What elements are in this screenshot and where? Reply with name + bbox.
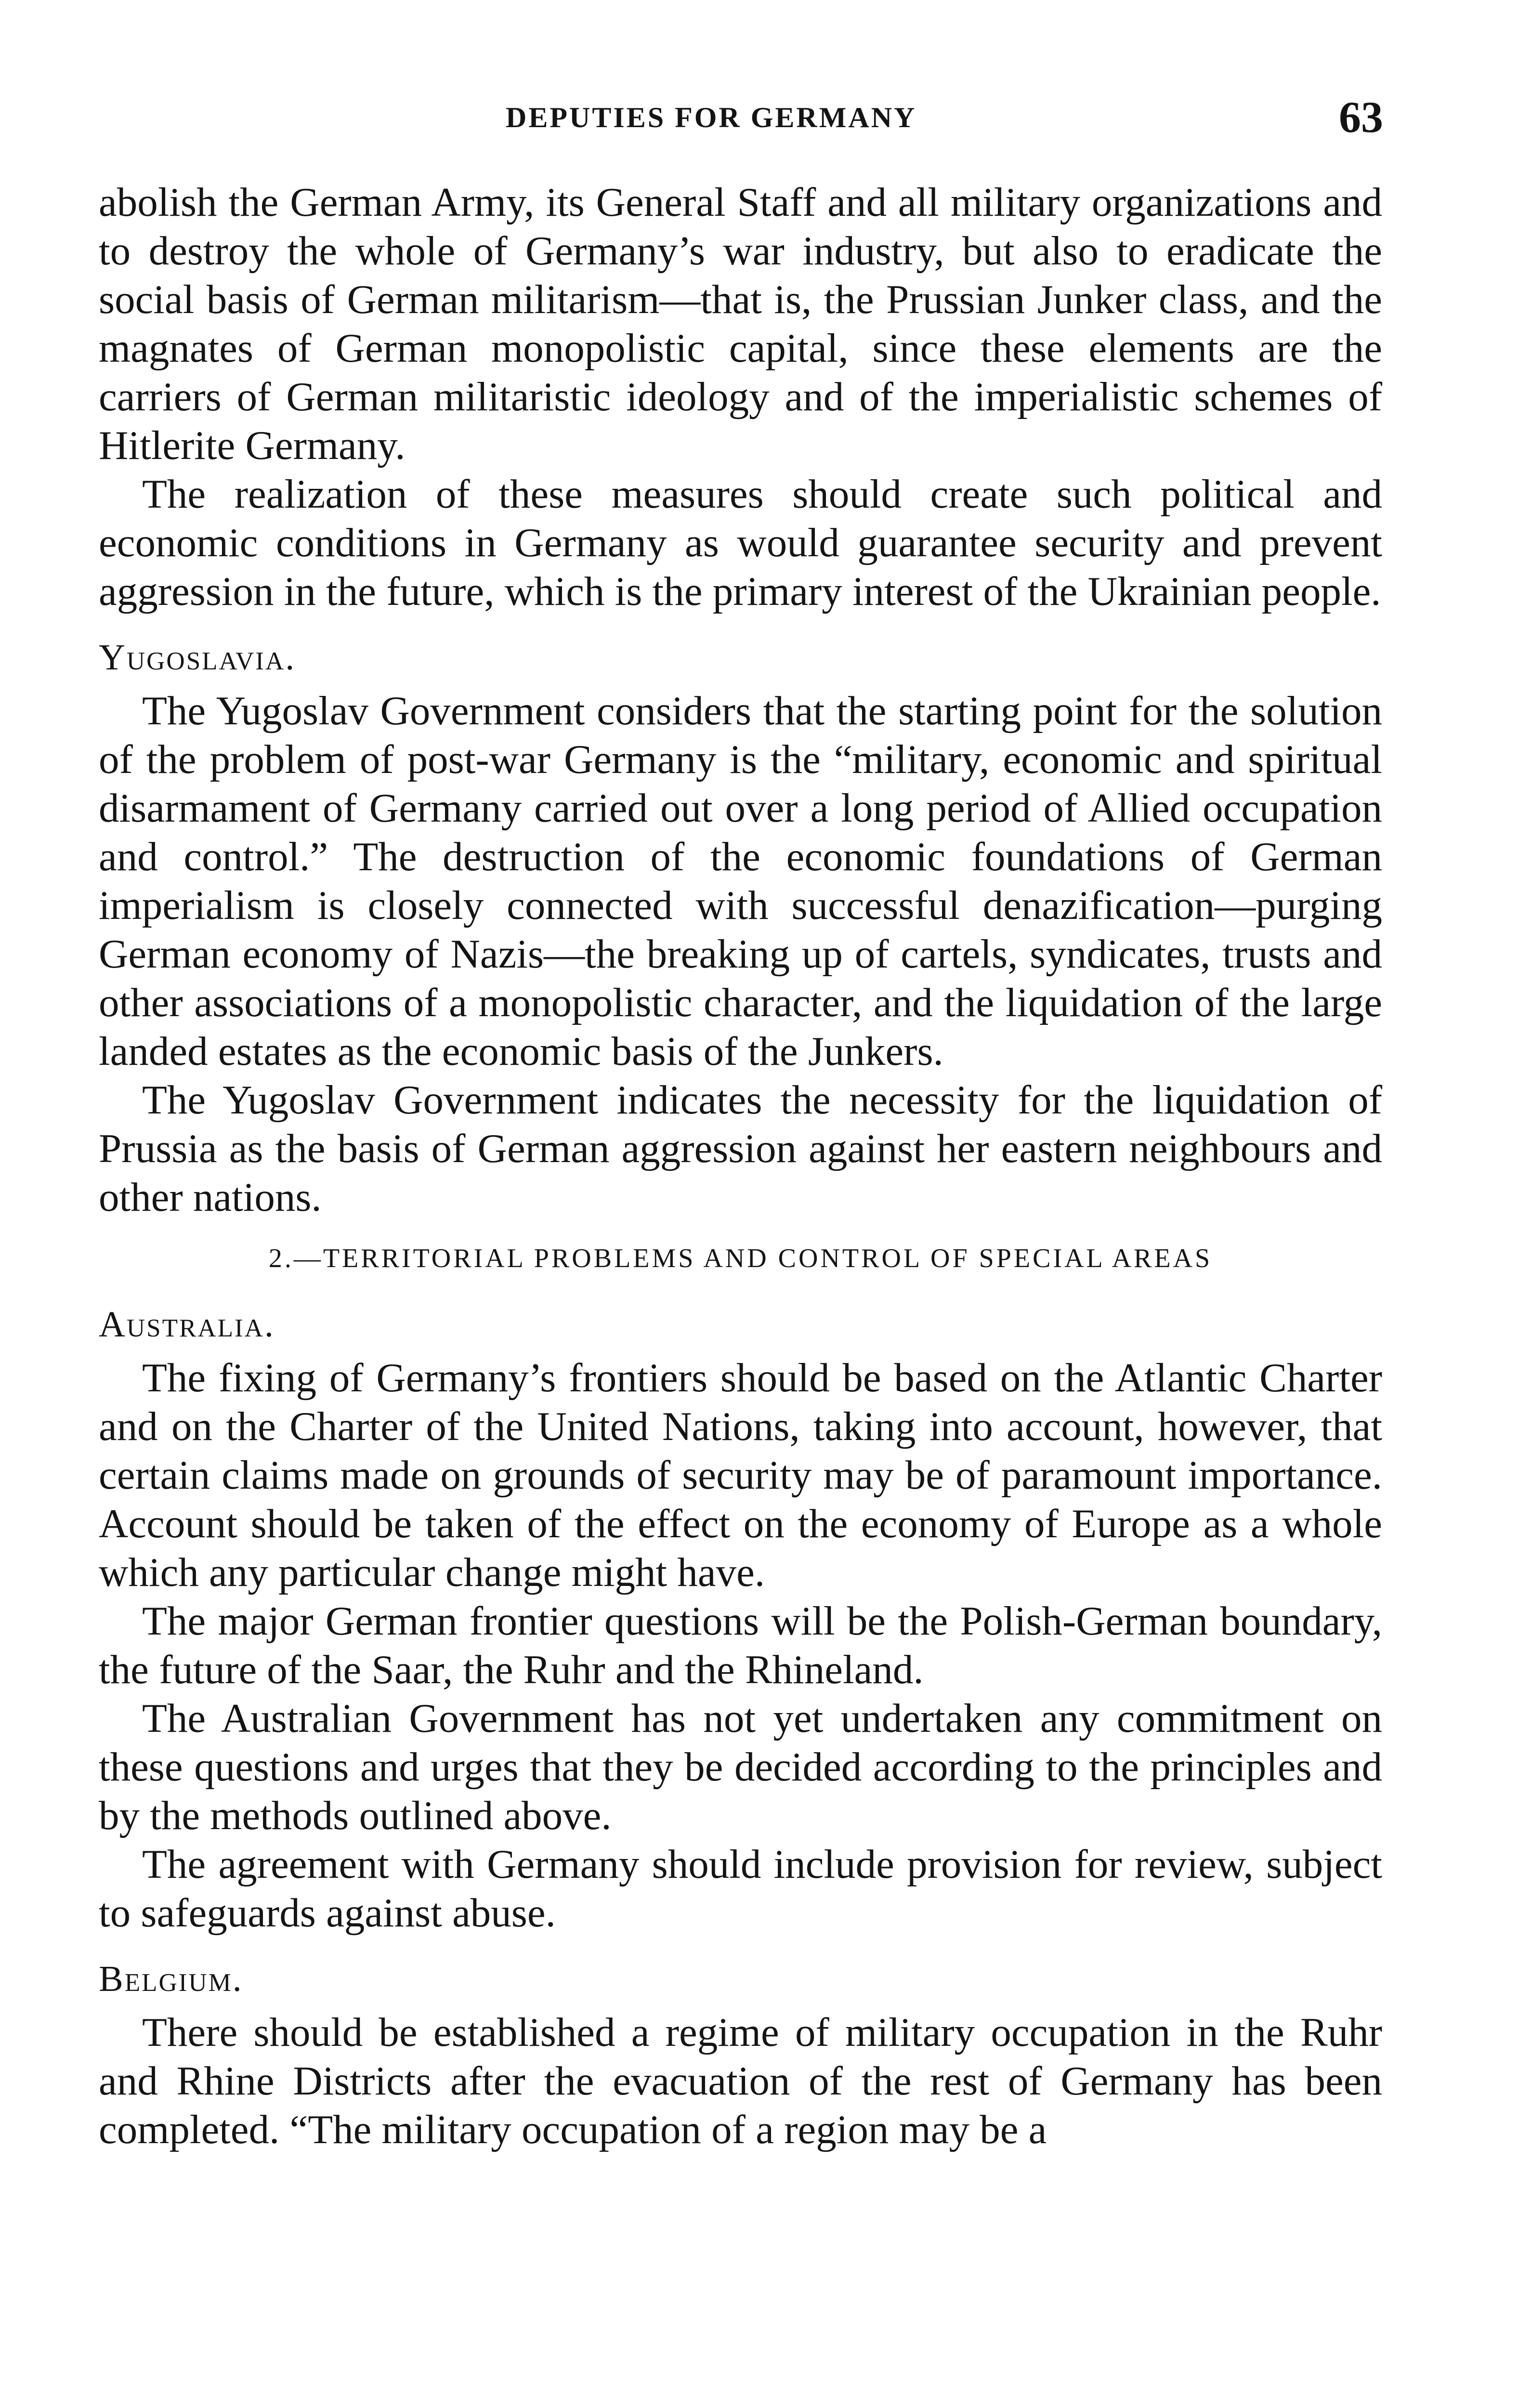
paragraph: The Yugoslav Government indicates the necessity for the liquidation of Prussia as the basis of German aggression against her eastern neighbours and other nations. bbox=[99, 1077, 1382, 1220]
section-heading: 2.—TERRITORIAL PROBLEMS AND CONTROL OF SPECIAL AREAS bbox=[268, 1243, 1213, 1273]
paragraph: abolish the German Army, its General Staff and all military organizations and to destroy the whole of Germany’s war industry, but also to eradicate the social basis of German militarism—that is, the Prussian Junker class, and the magnates of German monopolistic capital, since these elements are the carriers of German militaristic ideology and of the imperialistic schemes of Hitlerite Germany. bbox=[99, 180, 1382, 468]
paragraph: The agreement with Germany should include provision for review, subject to safeguards against abuse. bbox=[99, 1842, 1382, 1936]
body-text bbox=[99, 178, 1382, 2154]
paragraph: The realization of these measures should create such political and economic conditions in Germany as would guarantee security and prevent aggression in the future, which is the primary interest of the Ukrainian people. bbox=[99, 471, 1382, 614]
page-number: 63 bbox=[1339, 92, 1383, 142]
paragraph: The Australian Government has not yet undertaken any commitment on these questions and urges that they be decided according to the principles and by the methods outlined above. bbox=[99, 1696, 1382, 1838]
paragraph: The Yugoslav Government considers that the starting point for the solution of the problem of post-war Germany is the “military, economic and spiritual disarmament of Germany carried out over a long period of Allied occupation and control.” The destruction of the economic foundations of German imperialism is closely connected with successful denazification—purging German economy of Nazis—the breaking up of cartels, syndicates, trusts and other associations of a monopolistic character, and the liquidation of the large landed estates as the economic basis of the Junkers. bbox=[99, 688, 1382, 1074]
paragraph: The fixing of Germany’s frontiers should be based on the Atlantic Charter and on the Charter of the United Nations, taking into account, however, that certain claims made on grounds of security may be of paramount importance. Account should be taken of the effect on the economy of Europe as a whole which any particular change might have. bbox=[99, 1355, 1382, 1595]
paragraph: There should be established a regime of military occupation in the Ruhr and Rhine Districts after the evacuation of the rest of Germany has been completed. “The military occupation of a region may be a bbox=[99, 2010, 1382, 2152]
country-heading-australia: Australia. bbox=[99, 1304, 275, 1345]
running-title: DEPUTIES FOR GERMANY bbox=[506, 102, 917, 133]
paragraph: The major German frontier questions will be the Polish-German boundary, the future of the Saar, the Ruhr and the Rhineland. bbox=[99, 1598, 1382, 1692]
country-heading-yugoslavia: Yugoslavia. bbox=[99, 637, 296, 678]
country-heading-belgium: Belgium. bbox=[99, 1959, 243, 1999]
